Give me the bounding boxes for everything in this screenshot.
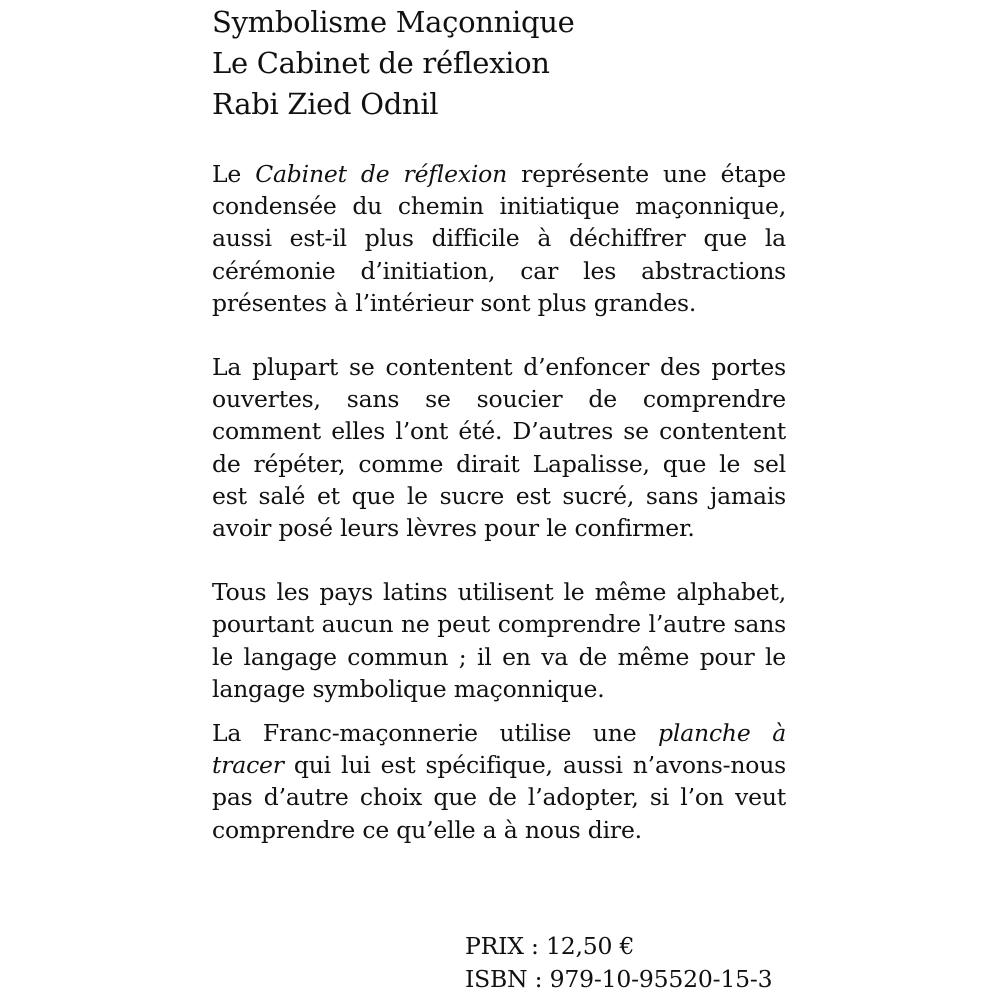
price-label: PRIX : 12,50 €	[465, 932, 635, 960]
paragraph-1-rest: représente une étape condensée du chemin initiatique maçonnique, aussi est-il plus difficile à déchiffrer que la cérémonie d’initiation, car les abstractions présentes à l’intérieur sont plus grandes.	[212, 160, 786, 317]
paragraph-4-emphasis: planche à tracer	[212, 719, 786, 780]
paragraph-4	[212, 717, 786, 846]
title-block	[212, 2, 575, 125]
price-isbn-block	[465, 930, 772, 996]
paragraph-1	[212, 158, 786, 319]
book-title: Symbolisme Maçonnique	[212, 5, 575, 39]
paragraph-1-emphasis: Cabinet de réflexion	[255, 160, 508, 188]
paragraph-3: Tous les pays latins utilisent le même alphabet, pourtant aucun ne peut comprendre l’autre sans le langage commun ; il en va de même pour le langage symbolique maçonnique.	[212, 578, 786, 703]
author-name: Rabi Zied Odnil	[212, 87, 439, 121]
isbn-label: ISBN : 979-10-95520-15-3	[465, 965, 773, 993]
blurb	[212, 158, 786, 846]
book-subtitle: Le Cabinet de réflexion	[212, 46, 550, 80]
paragraph-1-start: Le	[212, 160, 256, 188]
back-cover	[212, 0, 786, 1000]
paragraph-4-start: La Franc-maçonnerie utilise une	[212, 719, 659, 748]
paragraph-2: La plupart se contentent d’enfoncer des portes ouvertes, sans se soucier de comprendre comment elles l’ont été. D’autres se contentent de répéter, comme dirait Lapalisse, que le sel est salé et que le sucre est sucré, sans jamais avoir posé leurs lèvres pour le confirmer.	[212, 353, 786, 543]
paragraph-4-rest: qui lui est spécifique, aussi n’avons-nous pas d’autre choix que de l’adopter, si l’on veut comprendre ce qu’elle a à nous dire.	[212, 751, 786, 844]
